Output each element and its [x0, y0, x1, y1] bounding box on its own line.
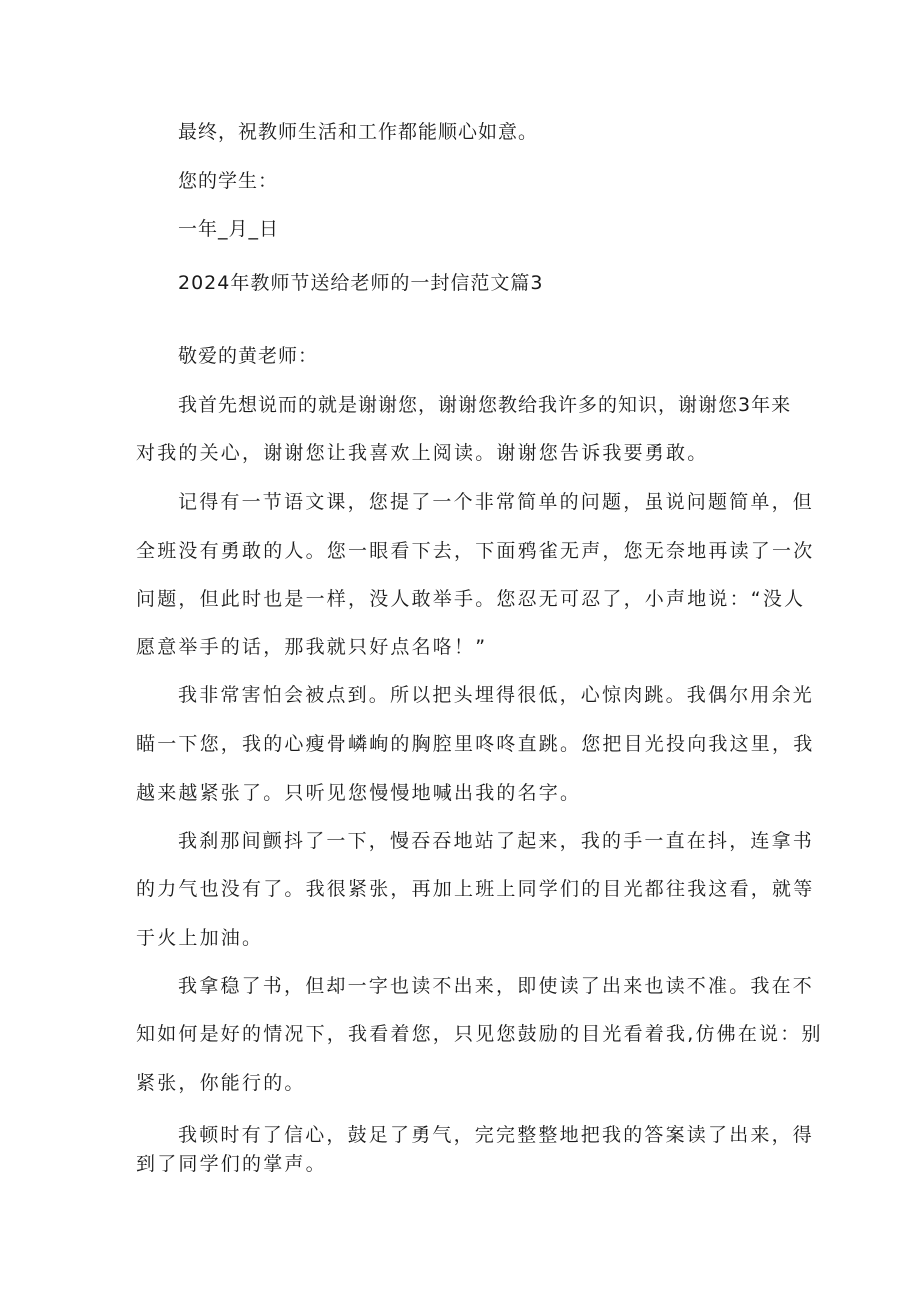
paragraph-line: 对我的关心，谢谢您让我喜欢上阅读。谢谢您告诉我要勇敢。 — [136, 442, 709, 464]
paragraph-line: 我拿稳了书，但却一字也读不出来，即使读了出来也读不准。我在不 — [178, 975, 815, 997]
closing-wish: 最终，祝教师生活和工作都能顺心如意。 — [178, 121, 539, 143]
paragraph-line: 问题，但此时也是一样，没人敢举手。您忍无可忍了，小声地说：“没人 — [136, 588, 806, 610]
section-title: 2024年教师节送给老师的一封信范文篇3 — [178, 272, 544, 294]
closing-date: 一年_月_日 — [178, 218, 280, 240]
paragraph-line: 全班没有勇敢的人。您一眼看下去，下面鸦雀无声，您无奈地再读了一次 — [136, 540, 815, 562]
paragraph-line: 我非常害怕会被点到。所以把头埋得很低，心惊肉跳。我偶尔用余光 — [178, 684, 815, 706]
paragraph-line: 越来越紧张了。只听见您慢慢地喊出我的名字。 — [136, 782, 582, 804]
paragraph-line: 于火上加油。 — [136, 927, 264, 949]
closing-signature: 您的学生： — [178, 170, 279, 192]
paragraph-line: 我刹那间颤抖了一下，慢吞吞地站了起来，我的手一直在抖，连拿书 — [178, 830, 815, 852]
paragraph-line: 紧张，你能行的。 — [136, 1072, 306, 1094]
paragraph-line: 记得有一节语文课，您提了一个非常简单的问题，虽说问题简单，但 — [178, 491, 815, 513]
paragraph-line: 知如何是好的情况下，我看着您，只见您鼓励的目光看着我,仿佛在说：别 — [136, 1023, 823, 1045]
paragraph-line: 到了同学们的掌声。 — [136, 1153, 327, 1175]
paragraph-line: 我首先想说而的就是谢谢您，谢谢您教给我许多的知识，谢谢您3年来 — [178, 394, 792, 416]
salutation: 敬爱的黄老师： — [178, 345, 319, 367]
paragraph-line: 我顿时有了信心，鼓足了勇气，完完整整地把我的答案读了出来，得 — [178, 1124, 815, 1146]
paragraph-line: 瞄一下您，我的心瘦骨嶙峋的胸腔里咚咚直跳。您把目光投向我这里，我 — [136, 733, 815, 755]
paragraph-line: 愿意举手的话，那我就只好点名咯！” — [136, 636, 488, 658]
paragraph-line: 的力气也没有了。我很紧张，再加上班上同学们的目光都往我这看，就等 — [136, 878, 815, 900]
